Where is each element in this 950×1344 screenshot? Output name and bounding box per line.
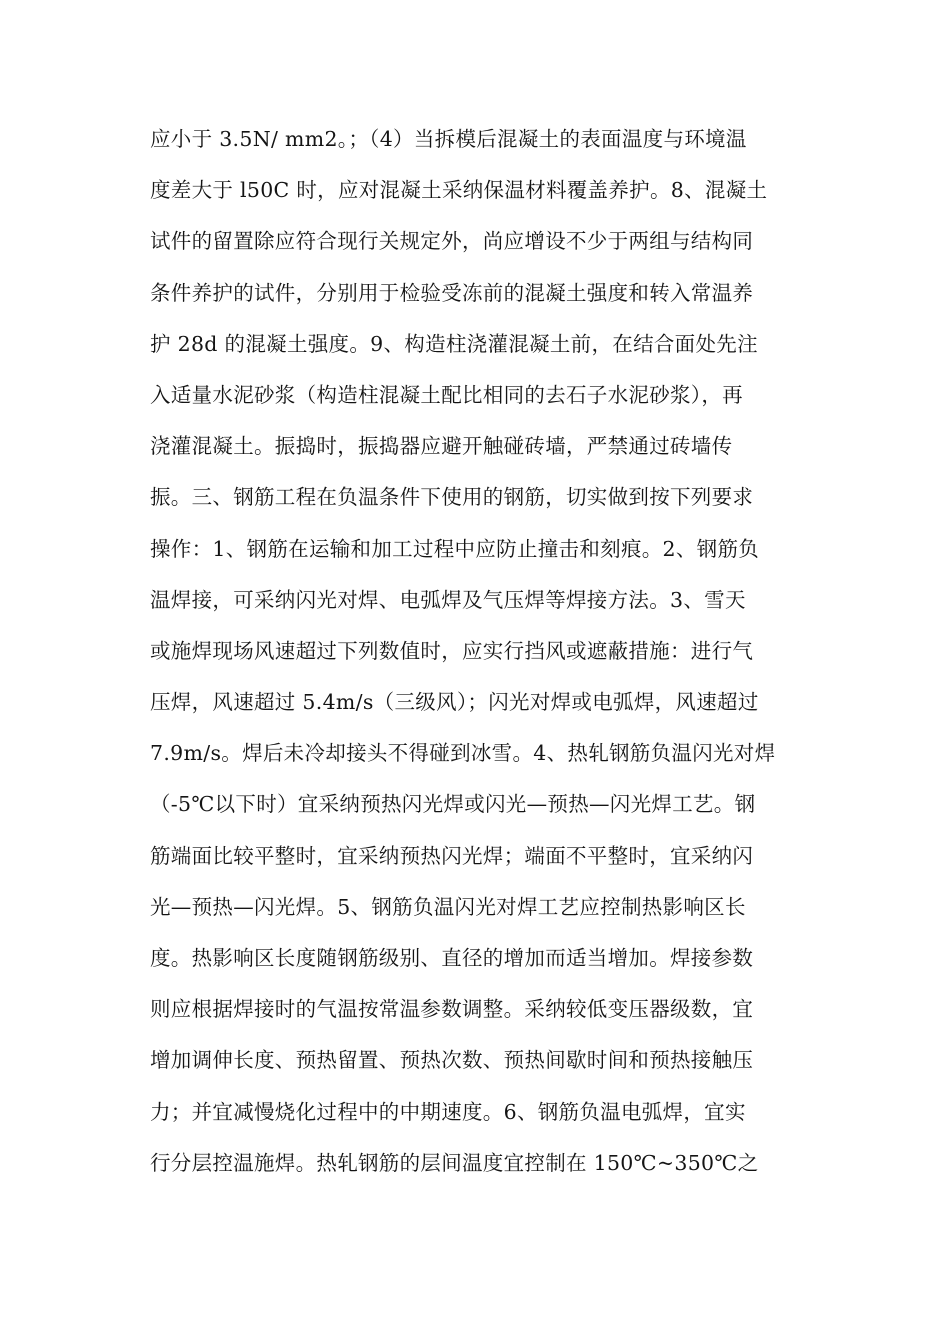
text-line: 增加调伸长度、预热留置、预热次数、预热间歇时间和预热接触压 [150, 1048, 754, 1073]
text-line: 度差大于 l50C 时，应对混凝土采纳保温材料覆盖养护。8、混凝土 [150, 178, 768, 203]
text-line: 7.9m/s。焊后未冷却接头不得碰到冰雪。4、热轧钢筋负温闪光对焊 [150, 741, 776, 766]
text-line: 试件的留置除应符合现行关规定外，尚应增设不少于两组与结构同 [150, 229, 754, 254]
text-line: 力；并宜减慢烧化过程中的中期速度。6、钢筋负温电弧焊，宜实 [150, 1099, 746, 1124]
text-line: 护 28d 的混凝土强度。9、构造柱浇灌混凝土前，在结合面处先注 [150, 331, 758, 356]
text-line: 光—预热—闪光焊。5、钢筋负温闪光对焊工艺应控制热影响区长 [150, 894, 746, 919]
text-line: 则应根据焊接时的气温按常温参数调整。采纳较低变压器级数，宜 [150, 997, 754, 1022]
text-line: 温焊接，可采纳闪光对焊、电弧焊及气压焊等焊接方法。3、雪天 [150, 587, 746, 612]
text-line: 或施焊现场风速超过下列数值时，应实行挡风或遮蔽措施：进行气 [150, 638, 754, 663]
text-line: 振。三、钢筋工程在负温条件下使用的钢筋，切实做到按下列要求 [150, 485, 754, 510]
text-line: 条件养护的试件，分别用于检验受冻前的混凝土强度和转入常温养 [150, 280, 754, 305]
text-line: 行分层控温施焊。热轧钢筋的层间温度宜控制在 150℃~350℃之 [150, 1150, 759, 1175]
body-text [150, 117, 810, 1192]
text-line: 入适量水泥砂浆（构造柱混凝土配比相同的去石子水泥砂浆），再 [150, 382, 743, 407]
text-line: 度。热影响区长度随钢筋级别、直径的增加而适当增加。焊接参数 [150, 946, 754, 970]
text-line: 操作：1、钢筋在运输和加工过程中应防止撞击和刻痕。2、钢筋负 [150, 536, 760, 561]
text-line: 压焊，风速超过 5.4m/s（三级风）；闪光对焊或电弧焊，风速超过 [150, 690, 759, 715]
text-line: 浇灌混凝土。振捣时，振捣器应避开触碰砖墙，严禁通过砖墙传 [150, 434, 733, 459]
text-line: 筋端面比较平整时，宜采纳预热闪光焊；端面不平整时，宜采纳闪 [150, 843, 754, 868]
text-line: （-5℃以下时）宜采纳预热闪光焊或闪光—预热—闪光焊工艺。钢 [150, 792, 756, 817]
text-line: 应小于 3.5N/ mm2。；（4）当拆模后混凝土的表面温度与环境温 [150, 127, 747, 151]
